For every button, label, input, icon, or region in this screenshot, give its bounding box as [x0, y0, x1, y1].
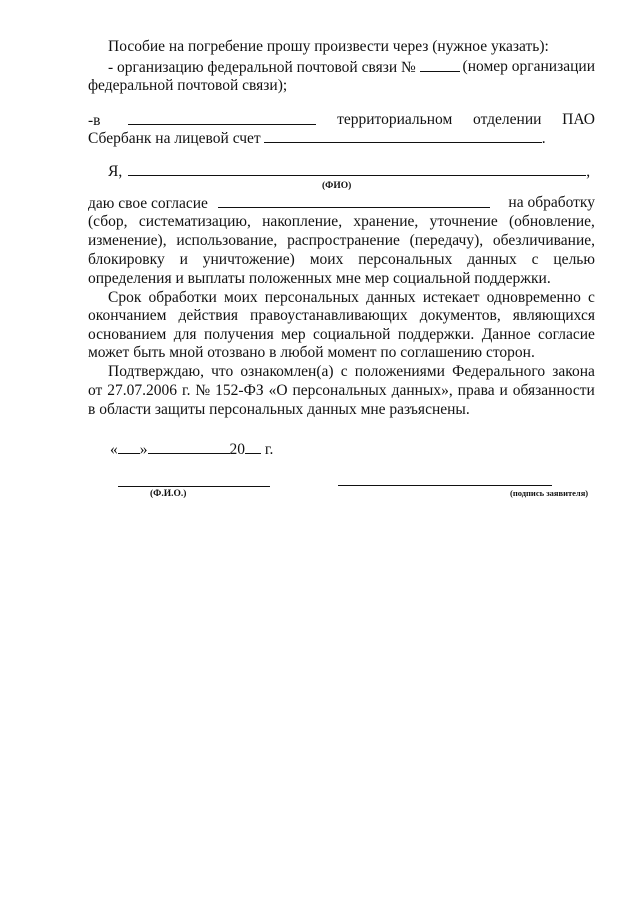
text-word: согласие — [538, 326, 595, 343]
text-word: . — [541, 130, 546, 147]
text-word: на обработку — [508, 194, 595, 211]
text-word: основанием — [88, 326, 167, 343]
text-word: » — [139, 441, 148, 458]
text-word: Сбербанк на лицевой счет — [88, 130, 261, 147]
text-word: уточнение — [429, 213, 498, 230]
bank-account-line — [88, 129, 546, 148]
text-word: Срок — [108, 289, 142, 306]
text-word: уничтожение) — [202, 251, 295, 268]
text-word: получения — [203, 326, 274, 343]
law-text-line-last: в области защиты персональных данных мне разъяснены. — [88, 401, 470, 418]
fio-caption: (ФИО) — [322, 181, 352, 191]
date-month-field[interactable] — [148, 440, 230, 454]
text-word: -в — [88, 112, 101, 129]
text-word: истекает — [422, 289, 480, 306]
text-word: моих — [309, 251, 344, 268]
burial-intro: Пособие на погребение прошу произвести через (нужное указать): — [108, 38, 549, 55]
text-word: «О — [268, 382, 288, 399]
text-word: данных», — [391, 382, 453, 399]
text-word: ознакомлен(а) — [240, 363, 334, 380]
date-line — [110, 440, 273, 459]
text-word: и — [179, 251, 188, 268]
text-word: Подтверждаю, — [108, 363, 204, 380]
text-word: для — [173, 326, 197, 343]
text-word: г. — [264, 441, 274, 458]
text-word: территориальном — [337, 111, 453, 128]
fio-line — [108, 162, 590, 181]
bank-branch-field[interactable] — [128, 111, 316, 125]
text-word: г. — [181, 382, 191, 399]
text-word: , — [586, 163, 591, 180]
text-word: что — [211, 363, 234, 380]
date-year-field[interactable] — [245, 440, 261, 454]
text-word: 20 — [229, 441, 245, 458]
text-word: данных — [366, 289, 416, 306]
text-word: (передачу), — [409, 232, 484, 249]
text-word: (номер организации — [462, 58, 595, 75]
law-text-line — [108, 363, 595, 381]
text-word: (сбор, — [88, 213, 128, 230]
term-text-line — [108, 289, 595, 307]
text-word: использование, — [176, 232, 278, 249]
term-text-line-last: может быть мной отозвано в любой момент по соглашению сторон. — [88, 344, 535, 361]
text-word: моих — [224, 289, 258, 306]
consent-text-line — [88, 213, 595, 231]
text-word: персональных — [358, 251, 453, 268]
text-word: распространение — [287, 232, 400, 249]
text-word: хранение, — [353, 213, 419, 230]
account-number-field[interactable] — [264, 129, 542, 143]
applicant-signature-caption: (подпись заявителя) — [510, 488, 589, 498]
text-word: 152-ФЗ — [215, 382, 264, 399]
term-text-line — [88, 326, 595, 344]
text-word: социальной — [313, 326, 391, 343]
consent-text-line — [88, 232, 595, 250]
text-word: документов, — [419, 307, 501, 324]
text-word: персональных — [264, 289, 359, 306]
text-word: поддержки. — [397, 326, 475, 343]
consent-line — [88, 194, 595, 213]
consent-recipient-field[interactable] — [218, 194, 490, 208]
text-word: мер — [281, 326, 306, 343]
text-word: с — [588, 289, 595, 306]
text-word: блокировку — [88, 251, 165, 268]
text-word: Я, — [108, 163, 123, 180]
text-word: № — [195, 382, 211, 399]
text-word: закона — [552, 363, 595, 380]
text-word: правоустанавливающих — [250, 307, 408, 324]
consent-text-line — [88, 251, 595, 269]
term-text-line — [88, 307, 595, 325]
text-word: обязанности — [512, 382, 595, 399]
text-word: с — [531, 251, 539, 268]
text-word: Данное — [481, 326, 531, 343]
text-word: обезличивание, — [492, 232, 595, 249]
text-word: одновременно — [486, 289, 581, 306]
fio-field[interactable] — [128, 162, 586, 176]
text-word: персональных — [292, 382, 387, 399]
text-word: данных — [467, 251, 517, 268]
post-office-line — [108, 58, 595, 77]
fio-signature-caption: (Ф.И.О.) — [150, 489, 187, 499]
text-word: даю свое согласие — [88, 195, 208, 212]
fio-signature-field[interactable] — [118, 486, 270, 487]
law-text-line — [88, 382, 595, 400]
bank-line — [88, 111, 595, 130]
text-word: (обновление, — [509, 213, 595, 230]
post-office-number-field[interactable] — [420, 58, 460, 72]
text-word: от — [88, 382, 103, 399]
text-word: 27.07.2006 — [107, 382, 178, 399]
applicant-signature-field[interactable] — [338, 485, 552, 486]
text-word: являющихся — [512, 307, 595, 324]
text-word: ПАО — [562, 111, 595, 128]
consent-text-line-last: определения и выплаты положенных мне мер социальной поддержки. — [88, 270, 551, 287]
text-word: изменение), — [88, 232, 167, 249]
text-word: действия — [178, 307, 238, 324]
text-word: отделении — [473, 111, 542, 128]
text-word: Федерального — [452, 363, 546, 380]
text-word: - организацию федеральной почтовой связи № — [108, 59, 416, 76]
text-word: и — [499, 382, 508, 399]
text-word: с — [340, 363, 348, 380]
text-word: систематизацию, — [138, 213, 251, 230]
text-word: « — [110, 441, 118, 458]
text-word: обработки — [148, 289, 217, 306]
text-word: права — [457, 382, 495, 399]
date-day-field[interactable] — [118, 440, 140, 454]
text-word: окончанием — [88, 307, 167, 324]
text-word: целью — [553, 251, 595, 268]
text-word: накопление, — [262, 213, 343, 230]
text-word: положениями — [354, 363, 445, 380]
post-office-line-cont: федеральной почтовой связи); — [88, 77, 288, 94]
